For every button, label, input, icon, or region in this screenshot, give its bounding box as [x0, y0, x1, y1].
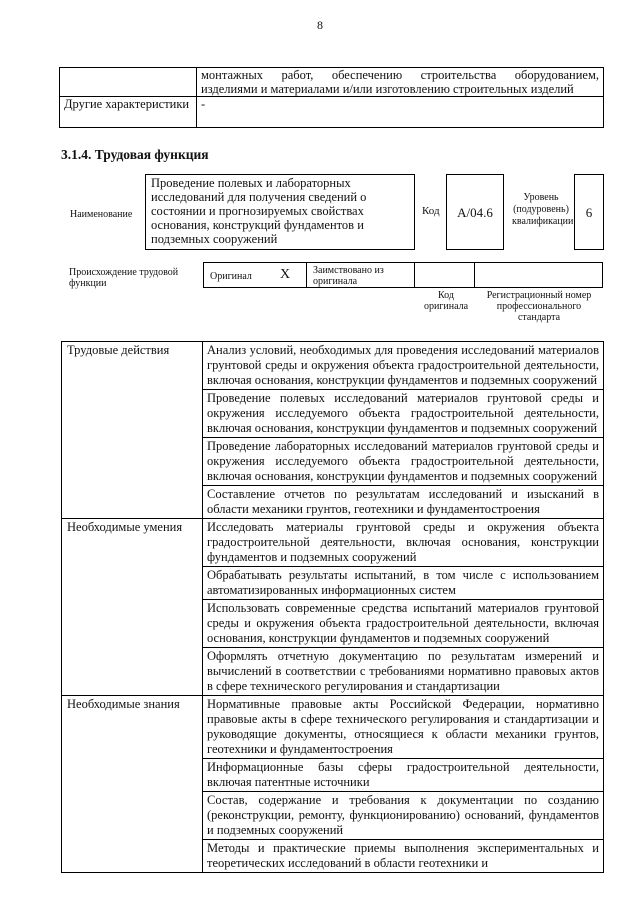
- level-value-box: 6: [574, 174, 604, 250]
- original-mark: X: [280, 267, 291, 282]
- item-cell: Информационные базы сферы градостроительной деятельности, включая патентные источники: [203, 759, 604, 792]
- page-number: 8: [317, 18, 323, 32]
- borrowed-cell: [306, 262, 415, 288]
- reg-number-cell: [474, 262, 603, 288]
- item-cell: Составление отчетов по результатам исследований и изысканий в области механики грунтов, геотехники и фундаментостроения: [203, 486, 604, 519]
- item-cell: Анализ условий, необходимых для проведения исследований материалов грунтовой среды и окружения объекта градостроительной деятельности, включая основания, конструкции фундаментов и подземных сооружений: [203, 342, 604, 390]
- other-label-cell: Другие характеристики: [60, 97, 197, 128]
- function-name-box: Проведение полевых и лабораторных исследований для получения сведений о состоянии и прогнозируемых свойствах основания, конструкций фундаментов и подземных сооружений: [145, 174, 415, 250]
- code-original-cell: [414, 262, 475, 288]
- category-cell: Необходимые умения: [62, 519, 203, 696]
- code-value-box: A/04.6: [446, 174, 504, 250]
- level-label: Уровень (подуровень) квалификации: [512, 192, 574, 227]
- item-cell: Использовать современные средства испытаний материалов грунтовой среды и окружения объекта градостроительной деятельности, включая основания, конструкции фундаментов и подземных сооружений: [203, 600, 604, 648]
- table-row: [62, 342, 604, 390]
- function-details-table: [61, 341, 604, 873]
- item-cell: Нормативные правовые акты Российской Федерации, нормативно правовые акты в сфере технического регулирования и стандартизации и руководящие документы, относящиеся к области механики грунтов, геотехники и фундаментостроения: [203, 696, 604, 759]
- original-cell: [203, 262, 307, 288]
- code-label: Код: [422, 205, 440, 217]
- table-row: [60, 68, 604, 97]
- origin-row: [203, 262, 603, 288]
- empty-cell: [60, 68, 197, 97]
- code-original-label: Код оригинала: [423, 290, 469, 312]
- item-cell: Проведение лабораторных исследований материалов грунтовой среды и окружения исследуемого объекта градостроительной деятельности, включая основания, конструкции фундаментов и подземных сооружений: [203, 438, 604, 486]
- reg-number-label: Регистрационный номер профессионального стандарта: [486, 290, 592, 323]
- table-row: [62, 696, 604, 759]
- item-cell: Оформлять отчетную документацию по результатам измерений и вычислений в соответствии с требованиями нормативно правовых актов в сфере технического регулирования и стандартизации: [203, 648, 604, 696]
- item-cell: Методы и практические приемы выполнения экспериментальных и теоретических исследований в области геотехники и: [203, 840, 604, 873]
- function-details-body: [62, 342, 604, 873]
- item-cell: Обрабатывать результаты испытаний, в том числе с использованием автоматизированных информационных систем: [203, 567, 604, 600]
- original-label: Оригинал: [210, 271, 252, 282]
- item-cell: Состав, содержание и требования к документации по созданию (реконструкции, ремонту, функционированию) оснований, фундаментов и подземных сооружений: [203, 792, 604, 840]
- item-cell: Исследовать материалы грунтовой среды и окружения объекта градостроительной деятельности, включая основания, конструкции фундаментов и подземных сооружений: [203, 519, 604, 567]
- continued-table: [59, 67, 604, 128]
- continued-line: монтажных работ, обеспечению строительства оборудованием,: [201, 68, 599, 82]
- category-cell: Трудовые действия: [62, 342, 203, 519]
- origin-label: Происхождение трудовой функции: [69, 267, 179, 289]
- other-value-cell: -: [197, 97, 604, 128]
- continued-text-cell: [197, 68, 604, 97]
- item-cell: Проведение полевых исследований материалов грунтовой среды и окружения исследуемого объекта градостроительной деятельности, включая основания, конструкции фундаментов и подземных сооружений: [203, 390, 604, 438]
- name-label: Наименование: [70, 209, 133, 220]
- borrowed-label: Заимствовано из оригинала: [313, 265, 384, 287]
- continued-line: изделиями и материалами и/или изготовлению строительных изделий: [201, 82, 574, 96]
- table-row: [60, 97, 604, 128]
- category-cell: Необходимые знания: [62, 696, 203, 873]
- section-title: 3.1.4. Трудовая функция: [61, 147, 209, 162]
- table-row: [62, 519, 604, 567]
